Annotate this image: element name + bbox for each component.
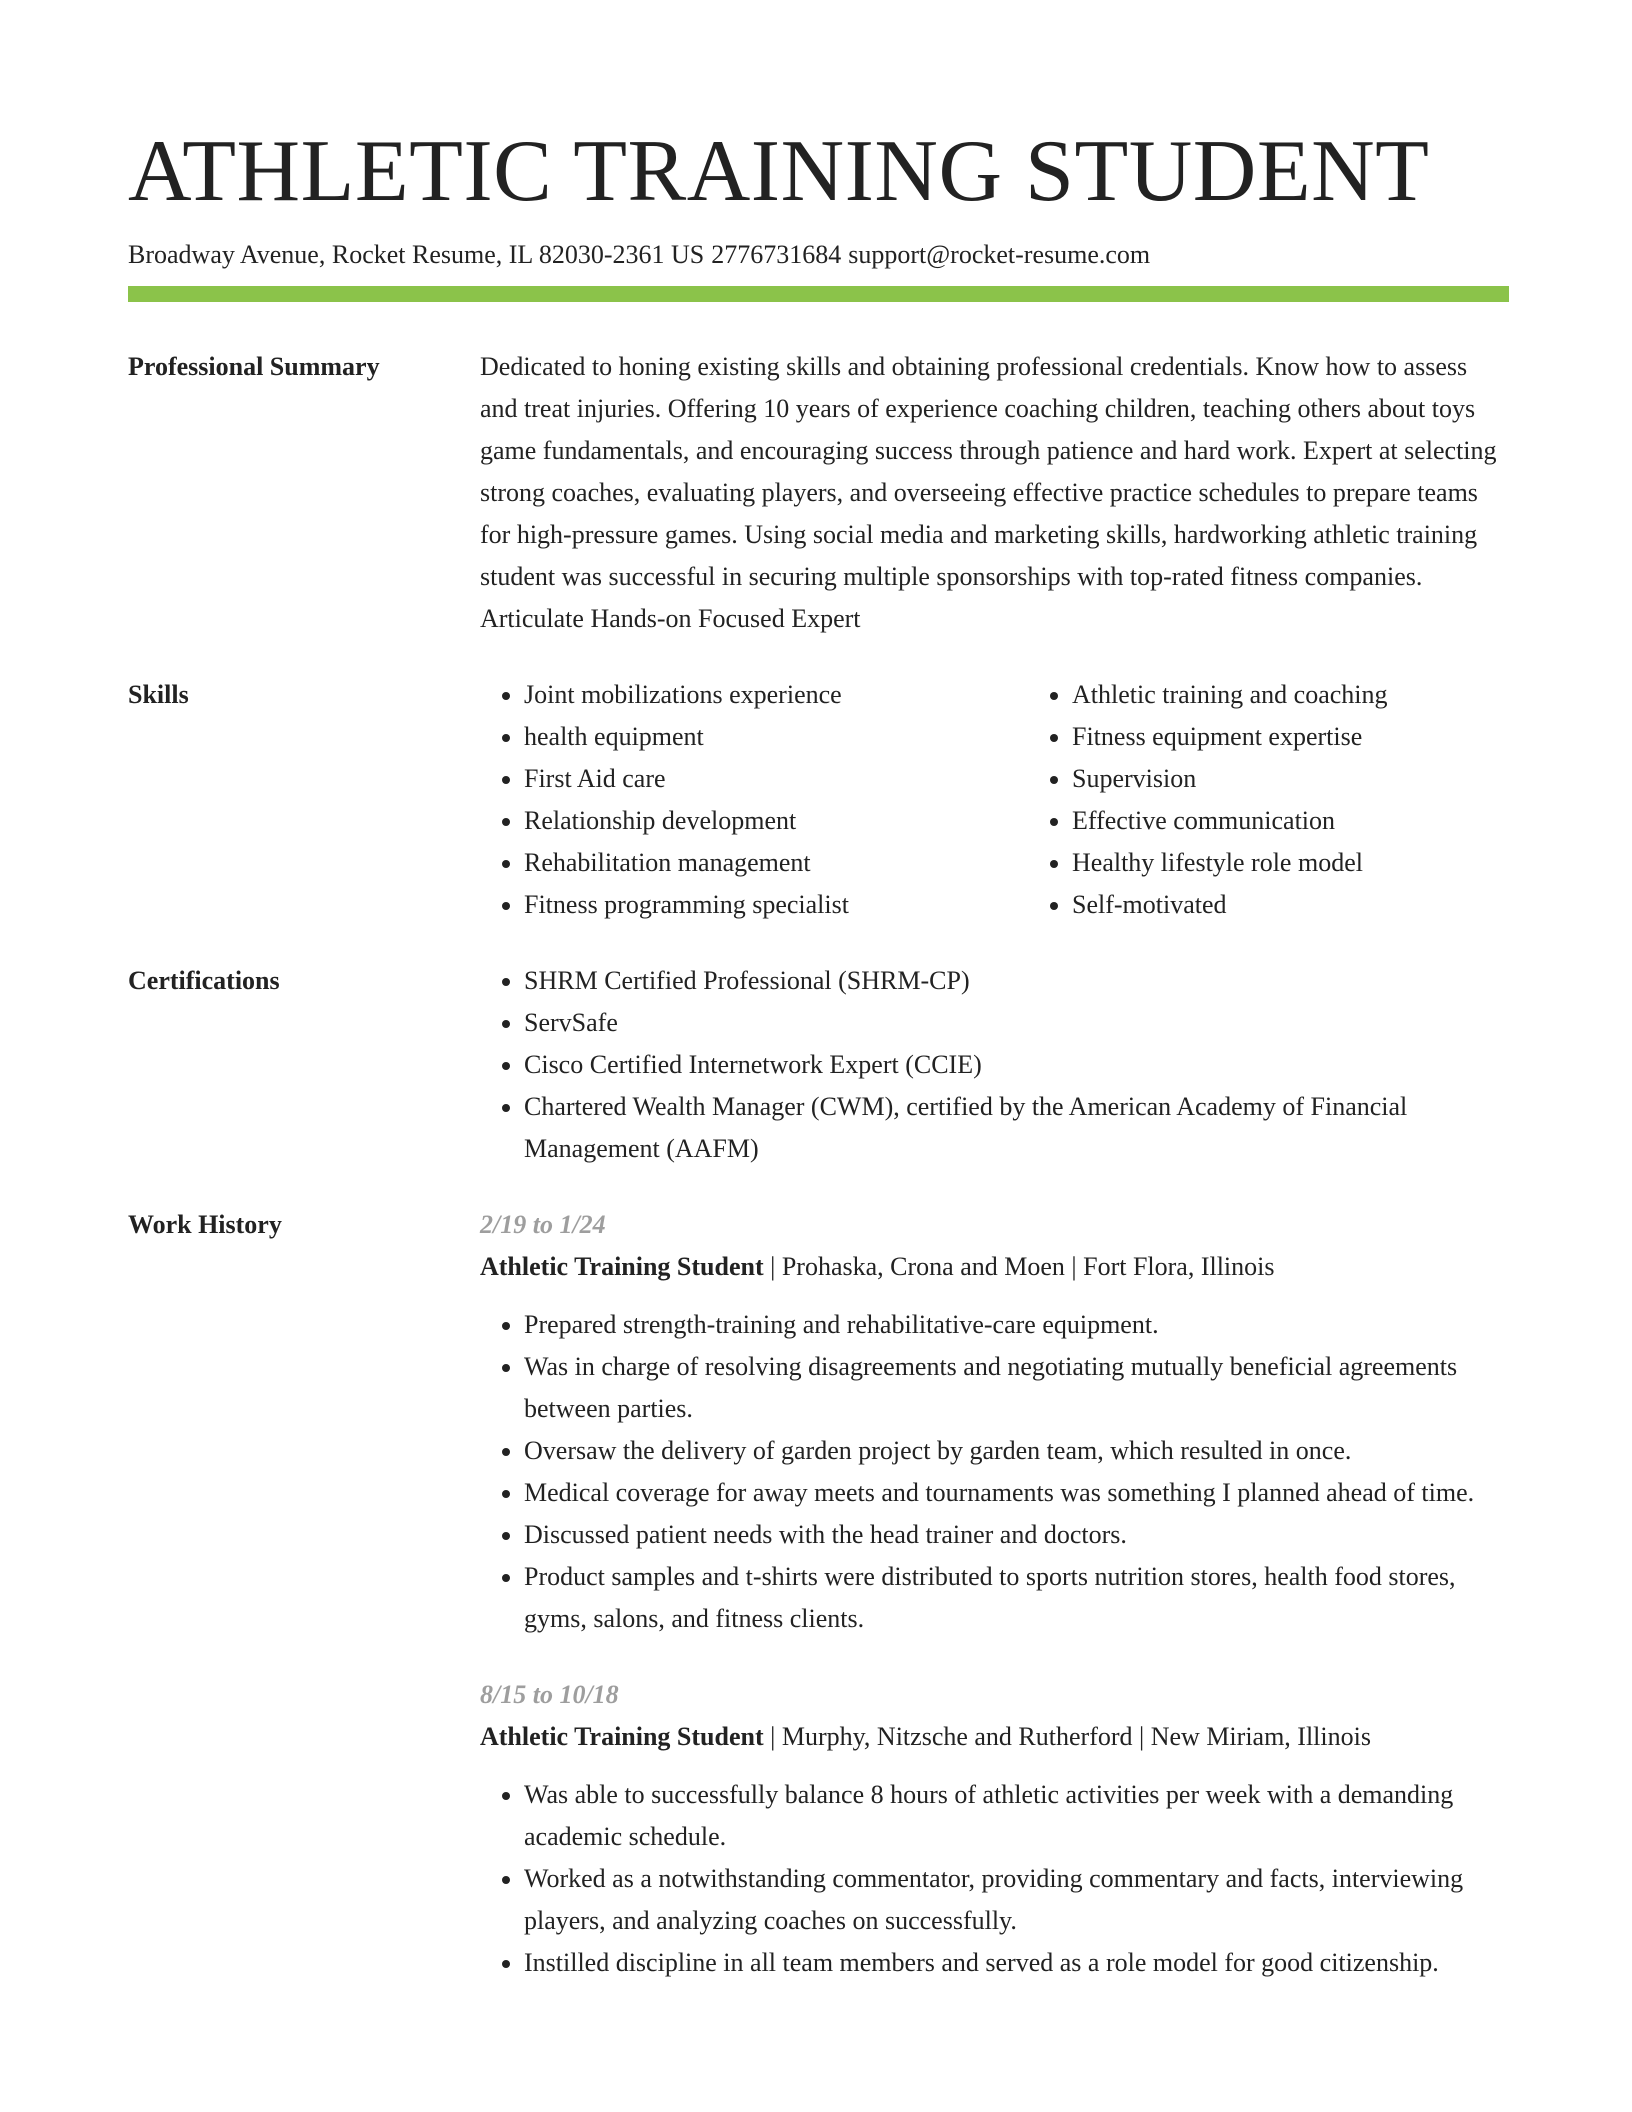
job-dates: 8/15 to 10/18 xyxy=(480,1680,619,1709)
section-label: Skills xyxy=(128,680,189,709)
section-label: Work History xyxy=(128,1210,282,1239)
job-bullet: • Oversaw the delivery of garden project by garden team, which resulted in once. xyxy=(524,1430,1509,1472)
job-bullet: • Instilled discipline in all team members and served as a role model for good citizenship. xyxy=(524,1942,1509,1984)
section-content xyxy=(480,1204,1509,2018)
summary-section xyxy=(128,346,1509,640)
skill-item: • First Aid care xyxy=(524,758,1028,800)
skill-item: • health equipment xyxy=(524,716,1028,758)
job-entry xyxy=(480,1674,1509,1984)
summary-text: Dedicated to honing existing skills and obtaining professional credentials. Know how to assess and treat injuries. Offering 10 years of experience coaching children, teaching others about toys game fundamentals, and encouraging success through patience and hard work. Expert at selecting strong coaches, evaluating players, and overseeing effective practice schedules to prepare teams for high-pressure games. Using social media and marketing skills, hardworking athletic training student was successful in securing multiple sponsorships with top-rated fitness companies. Articulate Hands-on Focused Expert xyxy=(480,352,1497,633)
section-content xyxy=(480,960,1509,1170)
job-heading xyxy=(480,1716,1509,1758)
skill-item: • Supervision xyxy=(1072,758,1509,800)
job-employer-location: | Murphy, Nitzsche and Rutherford | New Miriam, Illinois xyxy=(763,1722,1371,1751)
skill-item: • Self-motivated xyxy=(1072,884,1509,926)
skills-grid xyxy=(480,674,1509,926)
job-bullet: • Was in charge of resolving disagreements and negotiating mutually beneficial agreements between parties. xyxy=(524,1346,1509,1430)
section-label: Professional Summary xyxy=(128,352,380,381)
skill-item: • Effective communication xyxy=(1072,800,1509,842)
skill-item: • Fitness equipment expertise xyxy=(1072,716,1509,758)
job-bullet: • Discussed patient needs with the head trainer and doctors. xyxy=(524,1514,1509,1556)
section-content xyxy=(480,346,1509,640)
contact-address: Broadway Avenue, Rocket Resume, IL 82030-2361 US xyxy=(128,240,705,269)
section-label: Certifications xyxy=(128,966,280,995)
certifications-section xyxy=(128,960,1509,1170)
certifications-list xyxy=(480,960,1509,1170)
candidate-name: ATHLETIC TRAINING STUDENT xyxy=(128,123,1430,220)
job-employer-location: | Prohaska, Crona and Moen | Fort Flora, Illinois xyxy=(763,1252,1275,1281)
job-entry xyxy=(480,1204,1509,1640)
certification-item: • SHRM Certified Professional (SHRM-CP) xyxy=(524,960,1509,1002)
certification-item: • Chartered Wealth Manager (CWM), certified by the American Academy of Financial Management (AAFM) xyxy=(524,1086,1509,1170)
job-bullet: • Was able to successfully balance 8 hours of athletic activities per week with a demanding academic schedule. xyxy=(524,1774,1509,1858)
skills-section xyxy=(128,674,1509,926)
job-bullet: • Medical coverage for away meets and tournaments was something I planned ahead of time. xyxy=(524,1472,1509,1514)
job-bullet: • Prepared strength-training and rehabilitative-care equipment. xyxy=(524,1304,1509,1346)
skill-item: • Athletic training and coaching xyxy=(1072,674,1509,716)
skill-item: • Healthy lifestyle role model xyxy=(1072,842,1509,884)
skills-list-left xyxy=(480,674,1028,926)
skill-item: • Fitness programming specialist xyxy=(524,884,1028,926)
contact-email: support@rocket-resume.com xyxy=(848,240,1151,269)
job-title: Athletic Training Student xyxy=(480,1252,764,1281)
job-heading xyxy=(480,1246,1509,1288)
skills-list-right xyxy=(1028,674,1509,926)
job-bullet: • Product samples and t-shirts were distributed to sports nutrition stores, health food stores, gyms, salons, and fitness clients. xyxy=(524,1556,1509,1640)
certification-item: • Cisco Certified Internetwork Expert (CCIE) xyxy=(524,1044,1509,1086)
job-dates: 2/19 to 1/24 xyxy=(480,1210,606,1239)
job-bullets xyxy=(480,1774,1509,1984)
skill-item: • Joint mobilizations experience xyxy=(524,674,1028,716)
contact-phone: 2776731684 xyxy=(711,240,842,269)
contact-line xyxy=(128,238,1509,272)
job-bullets xyxy=(480,1304,1509,1640)
work-history-section xyxy=(128,1204,1509,2018)
skill-item: • Relationship development xyxy=(524,800,1028,842)
certification-item: • ServSafe xyxy=(524,1002,1509,1044)
skill-item: • Rehabilitation management xyxy=(524,842,1028,884)
job-title: Athletic Training Student xyxy=(480,1722,764,1751)
header-divider xyxy=(128,286,1509,302)
job-bullet: • Worked as a notwithstanding commentator, providing commentary and facts, interviewing players, and analyzing coaches on successfully. xyxy=(524,1858,1509,1942)
